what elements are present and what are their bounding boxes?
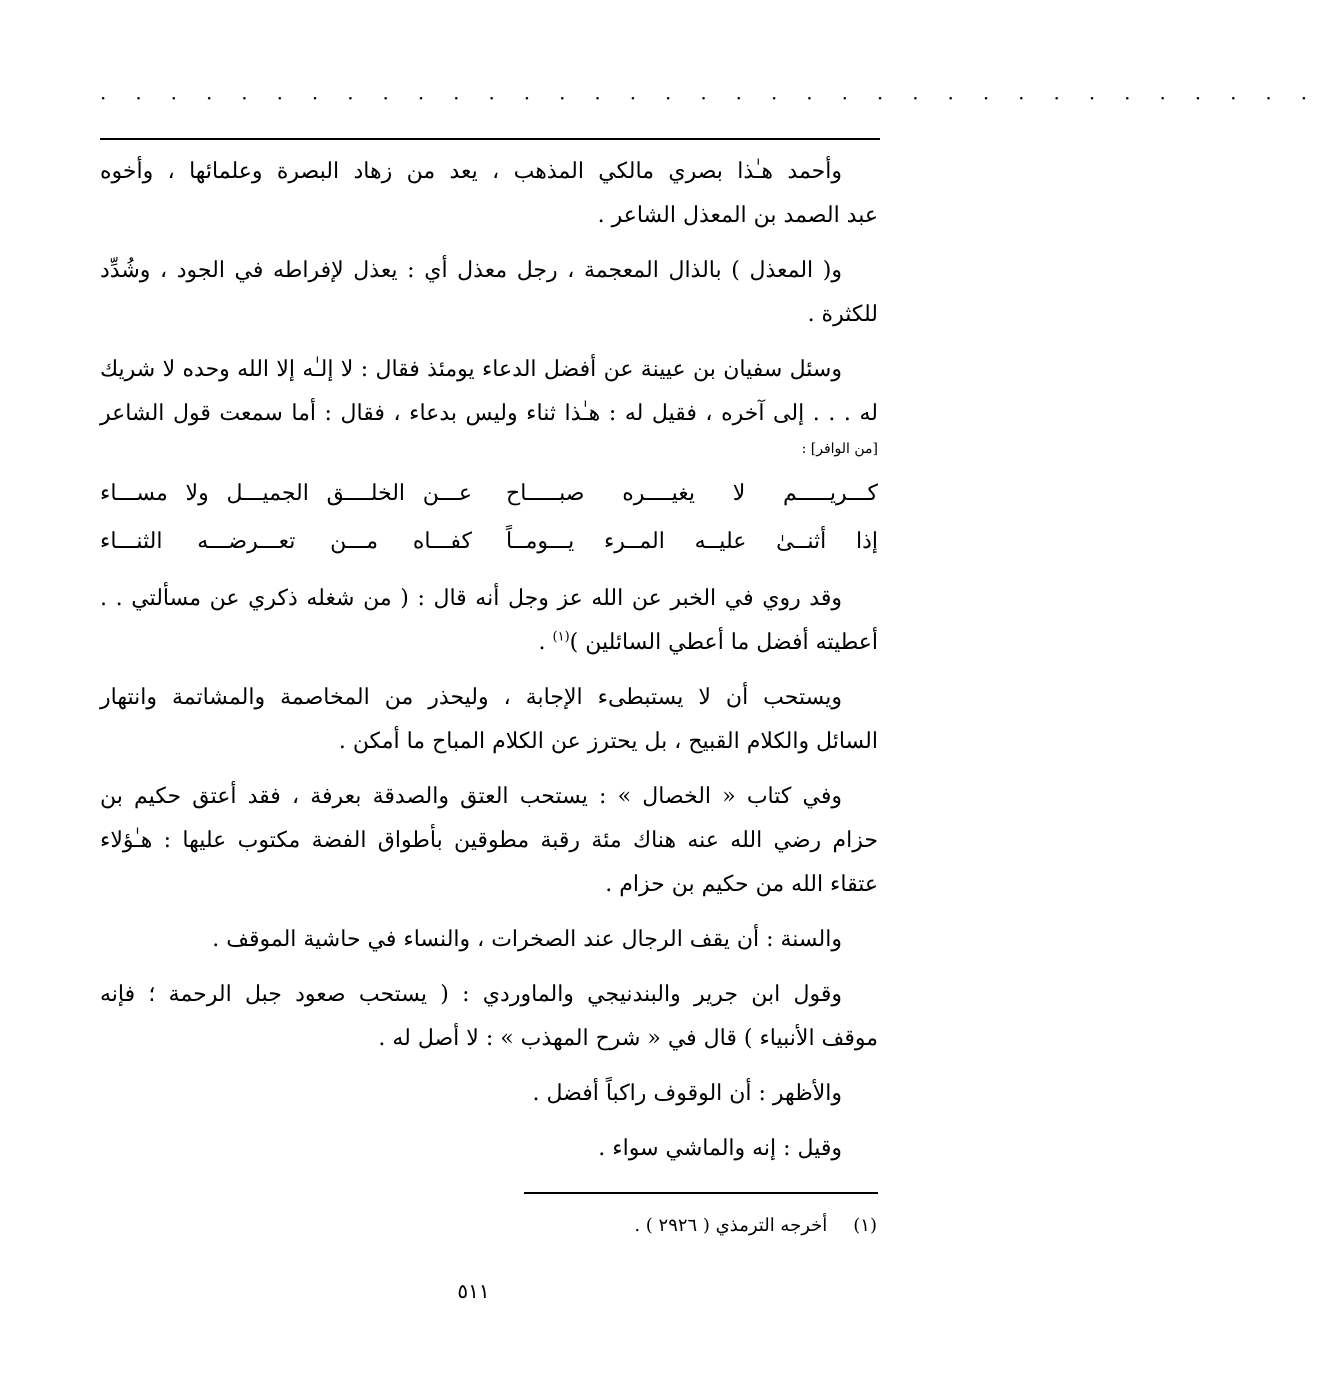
footnote-rule [524,1192,878,1194]
verse-first-hemistich: كـــريـــــم لا يغيــــره صبـــــاح [506,481,878,506]
header-dots: · · · · · · · · · · · · · · · · · · · · · · · · · · · · · · · · · · · [100,86,1318,110]
paragraph-line: وقد روي في الخبر عن الله عز وجل أنه قال : ( من شغله ذكري عن مسألتي . . [100,586,843,611]
verse-second-hemistich: عـــن الخلــــق الجميـــل ولا مســـاء [100,481,472,506]
page-number: ٥١١ [457,1279,490,1303]
paragraph-line: وأحمد هـٰذا بصري مالكي المذهب ، يعد من زهاد البصرة وعلمائها ، وأخوه [100,159,842,184]
poem-verses [100,470,878,566]
paragraph-line: ويستحب أن لا يستبطىء الإجابة ، وليحذر من المخاصمة والمشاتمة وانتهار [100,685,842,710]
verse-line [100,470,878,518]
paragraph-line: وفي كتاب « الخصال » : يستحب العتق والصدقة بعرفة ، فقد أعتق حكيم بن [100,784,842,809]
paragraph-text: . [538,630,553,655]
paragraph-line: للكثرة . [807,302,878,327]
paragraph-line: حزام رضي الله عنه هناك مئة رقبة مطوقين بأطواق الفضة مكتوب عليها : هـٰؤلاء [100,828,878,853]
paragraph-line: وسئل سفيان بن عيينة عن أفضل الدعاء يومئذ فقال : لا إلـٰه إلا الله وحده لا شريك [100,357,842,382]
paragraph-line: له . . . إلى آخره ، فقيل له : هـٰذا ثناء وليس بدعاء ، فقال : أما سمعت قول الشاعر [100,401,878,426]
footnote [634,1212,877,1240]
paragraph-line: وقول ابن جرير والبندنيجي والماوردي : ( يستحب صعود جبل الرحمة ؛ فإنه [100,982,842,1007]
poetic-meter-label: [من الوافر] : [801,441,878,457]
verse-line [100,518,878,566]
paragraph-line: عتقاء الله من حكيم بن حزام . [605,872,878,897]
paragraph-line: و( المعذل ) بالذال المعجمة ، رجل معذل أي : يعذل لإفراطه في الجود ، وشُدِّد [100,258,842,283]
header-rule [100,138,880,140]
footnote-text: أخرجه الترمذي ( ٢٩٢٦ ) . [634,1215,828,1236]
paragraph-line [100,621,878,665]
paragraph-line: السائل والكلام القبيح ، بل يحترز عن الكلام المباح ما أمكن . [338,729,878,754]
paragraph-line: عبد الصمد بن المعذل الشاعر . [597,203,878,228]
footnote-reference: (١) [552,629,570,645]
paragraph-line: موقف الأنبياء ) قال في « شرح المهذب » : لا أصل له . [378,1026,878,1051]
paragraph-text: أعطيته أفضل ما أعطي السائلين ) [569,630,878,655]
verse-first-hemistich: إذا أثنــىٰ عليــه المــرء يـــومــاً [506,529,878,554]
paragraph-line: والسنة : أن يقف الرجال عند الصخرات ، والنساء في حاشية الموقف . [212,927,842,952]
paragraph-line: والأظهر : أن الوقوف راكباً أفضل . [532,1081,842,1106]
verse-second-hemistich: كفـــاه مـــن تعـــرضـــه الثنـــاء [100,529,472,554]
footnote-number: (١) [853,1215,877,1236]
main-text [100,150,878,1171]
paragraph-line: وقيل : إنه والماشي سواء . [598,1136,842,1161]
